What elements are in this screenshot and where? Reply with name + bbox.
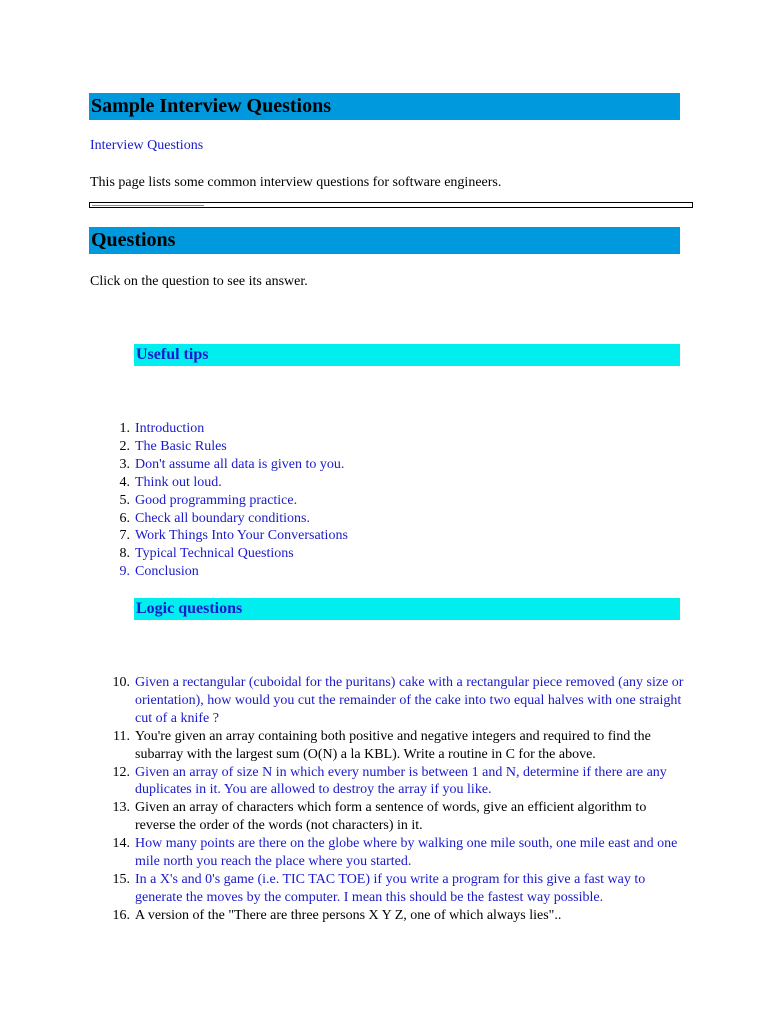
tip-link-think-out-loud[interactable]: Think out loud. xyxy=(135,474,222,490)
list-item xyxy=(0,510,687,528)
list-item xyxy=(0,728,687,764)
list-number: 7. xyxy=(119,528,130,544)
useful-tips-heading: Useful tips xyxy=(136,346,209,363)
list-item xyxy=(0,907,687,925)
horizontal-rule xyxy=(89,202,693,208)
list-item xyxy=(0,456,687,474)
list-item xyxy=(0,764,687,800)
list-item xyxy=(0,438,687,456)
tip-link-dont-assume[interactable]: Don't assume all data is given to you. xyxy=(135,456,345,472)
questions-heading: Questions xyxy=(91,229,176,251)
list-number: 4. xyxy=(119,474,130,490)
tip-link-conclusion[interactable]: Conclusion xyxy=(135,564,199,580)
question-link-globe[interactable]: How many points are there on the globe where by walking one mile south, one mile east and one mile north you reach the place where you started. xyxy=(135,836,678,870)
tip-link-introduction[interactable]: Introduction xyxy=(135,421,205,436)
title-banner xyxy=(89,93,680,120)
list-item xyxy=(0,563,687,581)
logic-questions-list xyxy=(0,674,687,925)
rule-inner-line xyxy=(92,205,204,206)
useful-tips-banner xyxy=(134,344,680,366)
list-item xyxy=(0,527,687,545)
list-number: 14. xyxy=(112,836,130,852)
list-item xyxy=(0,474,687,492)
list-item xyxy=(0,835,687,871)
list-item xyxy=(0,545,687,563)
list-number: 8. xyxy=(119,546,130,562)
interview-questions-link[interactable]: Interview Questions xyxy=(90,138,204,153)
instruction-text: Click on the question to see its answer. xyxy=(90,274,308,289)
list-number: 5. xyxy=(119,492,130,508)
questions-banner xyxy=(89,227,680,254)
question-link-duplicates[interactable]: Given an array of size N in which every number is between 1 and N, determine if there are any duplicates in it. You are allowed to destroy the array if you like. xyxy=(135,764,667,798)
question-text-three-persons: A version of the "There are three persons X Y Z, one of which always lies".. xyxy=(135,907,562,923)
tip-link-basic-rules[interactable]: The Basic Rules xyxy=(135,438,227,454)
question-link-tic-tac-toe[interactable]: In a X's and 0's game (i.e. TIC TAC TOE) if you write a program for this give a fast way to generate the moves by the computer. I mean this should be the fastest way possible. xyxy=(135,871,646,905)
question-text-subarray: You're given an array containing both positive and negative integers and required to find the subarray with the largest sum (O(N) a la KBL). Write a routine in C for the above. xyxy=(135,728,651,762)
list-number: 16. xyxy=(112,907,130,923)
list-number: 11. xyxy=(113,728,130,744)
tip-link-work-things[interactable]: Work Things Into Your Conversations xyxy=(135,528,348,544)
list-item xyxy=(0,492,687,510)
list-number: 12. xyxy=(112,764,130,780)
tip-link-good-practice[interactable]: Good programming practice. xyxy=(135,492,298,508)
question-text-reverse-words: Given an array of characters which form a sentence of words, give an efficient algorithm to reverse the order of the words (not characters) in it. xyxy=(135,800,647,834)
list-number: 3. xyxy=(119,456,130,472)
list-number: 9. xyxy=(119,564,130,580)
page-title: Sample Interview Questions xyxy=(91,95,331,117)
list-number: 13. xyxy=(112,800,130,816)
logic-questions-banner xyxy=(134,598,680,620)
list-number: 2. xyxy=(119,438,130,454)
tip-link-typical-questions[interactable]: Typical Technical Questions xyxy=(135,546,294,562)
list-item xyxy=(0,674,687,728)
logic-questions-heading: Logic questions xyxy=(136,600,243,617)
useful-tips-list xyxy=(0,420,687,581)
list-item xyxy=(0,799,687,835)
list-number: 10. xyxy=(112,675,130,690)
list-number: 15. xyxy=(112,871,130,887)
tip-link-boundary-conditions[interactable]: Check all boundary conditions. xyxy=(135,510,310,526)
question-link-cake[interactable]: Given a rectangular (cuboidal for the puritans) cake with a rectangular piece removed (any size or orientation), how would you cut the remainder of the cake into two equal halves with one straight cut of a knife ? xyxy=(135,675,684,726)
list-number: 1. xyxy=(119,421,130,436)
list-item xyxy=(0,871,687,907)
list-item xyxy=(0,420,687,438)
intro-text: This page lists some common interview questions for software engineers. xyxy=(90,175,502,190)
list-number: 6. xyxy=(119,510,130,526)
